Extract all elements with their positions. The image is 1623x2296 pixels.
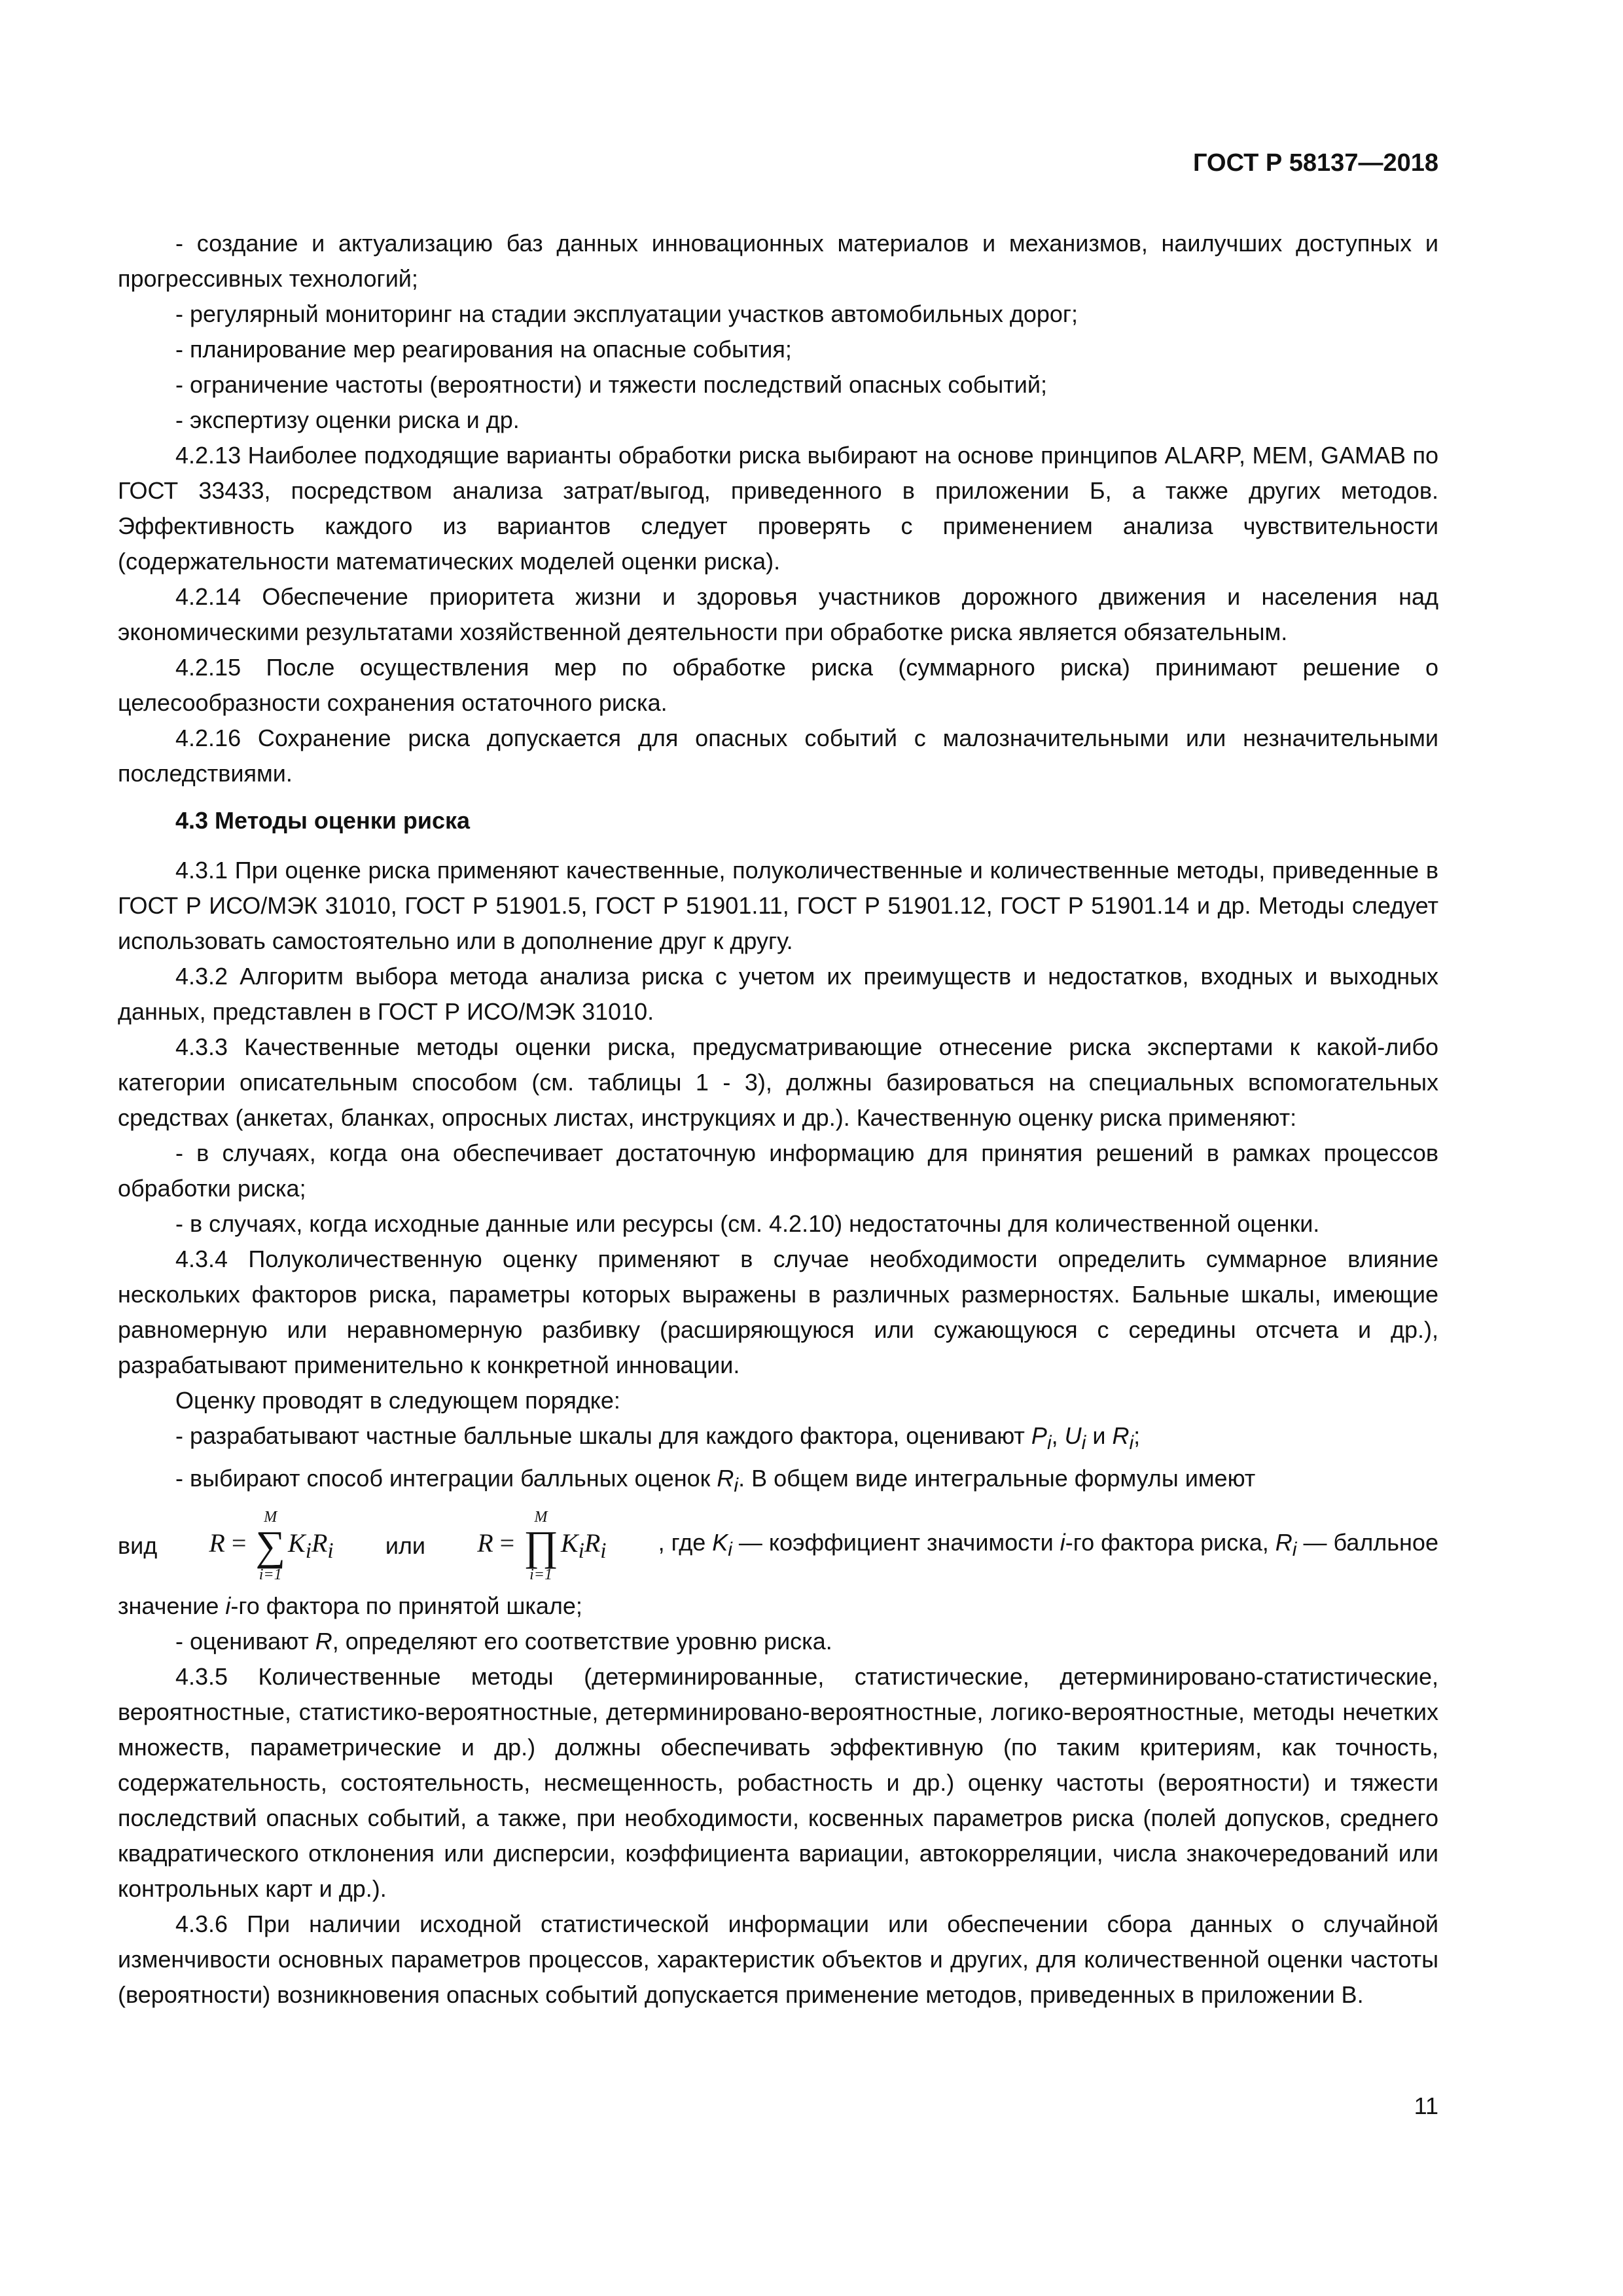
subscript-i: i bbox=[1292, 1538, 1297, 1560]
step-text: , определяют его соответствие уровню риска. bbox=[332, 1628, 832, 1655]
subscript-i: i bbox=[578, 1539, 584, 1564]
paragraph-4-3-2: 4.3.2 Алгоритм выбора метода анализа риска с учетом их преимуществ и недостатков, входных и выходных данных, представлен в ГОСТ Р ИСО/МЭК 31010. bbox=[118, 963, 1438, 1025]
symbol-p: P bbox=[1031, 1422, 1047, 1449]
sum-formula bbox=[209, 1508, 333, 1584]
conjunction: и bbox=[1092, 1422, 1106, 1449]
product-operator bbox=[524, 1508, 558, 1584]
equals-sign: = bbox=[231, 1528, 247, 1558]
list-item: - создание и актуализацию баз данных инновационных материалов и механизмов, наилучших доступных и прогрессивных технологий; bbox=[118, 230, 1438, 292]
subscript-i: i bbox=[327, 1539, 334, 1564]
symbol-i: i bbox=[1060, 1528, 1065, 1556]
list-item bbox=[118, 1418, 1438, 1461]
subscript-i: i bbox=[1046, 1432, 1052, 1454]
equals-sign: = bbox=[499, 1528, 515, 1558]
formula-description bbox=[658, 1525, 1438, 1568]
formula-desc: — коэффициент значимости bbox=[732, 1528, 1060, 1556]
product-icon: ∏ bbox=[524, 1522, 558, 1570]
list-item: - экспертизу оценки риска и др. bbox=[175, 406, 520, 433]
section-heading: 4.3 Методы оценки риска bbox=[175, 807, 471, 834]
subscript-i: i bbox=[1081, 1432, 1086, 1454]
product-formula bbox=[477, 1508, 606, 1584]
symbol-k: K bbox=[288, 1528, 306, 1558]
symbol-r: R bbox=[311, 1528, 328, 1558]
symbol-r: R bbox=[1275, 1528, 1293, 1556]
symbol-k: K bbox=[560, 1528, 579, 1558]
upper-limit: M bbox=[534, 1509, 548, 1526]
list-item: - в случаях, когда она обеспечивает достаточную информацию для принятия решений в рамках процессов обработки риска; bbox=[118, 1139, 1438, 1202]
formula-desc: — балльное bbox=[1296, 1528, 1438, 1556]
list-item bbox=[118, 1461, 1438, 1503]
symbol-k: K bbox=[712, 1528, 728, 1556]
formula-desc: значение bbox=[118, 1592, 226, 1620]
formula-desc: -го фактора риска, bbox=[1065, 1528, 1275, 1556]
list-item: - в случаях, когда исходные данные или ресурсы (см. 4.2.10) недостаточны для количественной оценки. bbox=[175, 1210, 1320, 1237]
subscript-i: i bbox=[1129, 1432, 1134, 1454]
paragraph-4-2-14: 4.2.14 Обеспечение приоритета жизни и здоровья участников дорожного движения и населения над экономическими результатами хозяйственной деятельности при обработке риска является обязательным. bbox=[118, 583, 1438, 645]
paragraph-4-2-16: 4.2.16 Сохранение риска допускается для опасных событий с малозначительными или незначительными последствиями. bbox=[118, 725, 1438, 787]
paragraph-4-2-15: 4.2.15 После осуществления мер по обработке риска (суммарного риска) принимают решение о целесообразности сохранения остаточного риска. bbox=[118, 654, 1438, 716]
symbol-r: R bbox=[209, 1528, 225, 1558]
paragraph-4-3-6: 4.3.6 При наличии исходной статистической информации или обеспечении сбора данных о случайной изменчивости основных параметров процессов, характеристик объектов и других, для количественной оценки частоты (вероятности) возникновения опасных событий допускается применение методов, приведенных в приложении В. bbox=[118, 1910, 1438, 2009]
list-item bbox=[118, 1624, 1438, 1659]
subscript-i: i bbox=[734, 1475, 739, 1497]
subscript-i: i bbox=[305, 1539, 312, 1564]
sum-icon: ∑ bbox=[255, 1522, 286, 1570]
formula-continuation bbox=[118, 1588, 1438, 1624]
list-item: - ограничение частоты (вероятности) и тяжести последствий опасных событий; bbox=[175, 371, 1047, 398]
formula-connector: или bbox=[385, 1532, 426, 1560]
symbol-i: i bbox=[225, 1592, 231, 1620]
symbol-r: R bbox=[584, 1528, 601, 1558]
procedure-intro: Оценку проводят в следующем порядке: bbox=[175, 1387, 620, 1414]
formula-label: вид bbox=[118, 1532, 158, 1560]
symbol-r: R bbox=[717, 1465, 734, 1492]
symbol-r: R bbox=[315, 1628, 332, 1655]
step-text: - выбирают способ интеграции балльных оценок bbox=[175, 1465, 717, 1492]
formula-where: , где bbox=[658, 1528, 706, 1556]
lower-limit: i=1 bbox=[259, 1566, 282, 1584]
paragraph-4-3-5: 4.3.5 Количественные методы (детерминированные, статистические, детерминировано-статистические, вероятностные, статистико-вероятностные, детерминировано-вероятностные, логико-вероятностные, методы нечетких множеств, параметрические и др.) должны обеспечивать эффективную (по таким критериям, как точность, содержательность, состоятельность, несмещенность, робастность и др.) оценку частоты (вероятности) и тяжести последствий опасных событий, а также, при необходимости, косвенных параметров риска (полей допусков, среднего квадратического отклонения или дисперсии, коэффициента вариации, автокорреляции, числа знакочередований или контрольных карт и др.). bbox=[118, 1663, 1438, 1903]
paragraph-4-3-3: 4.3.3 Качественные методы оценки риска, предусматривающие отнесение риска экспертами к какой-либо категории описательным способом (см. таблицы 1 - 3), должны базироваться на специальных вспомогательных средствах (анкетах, бланках, опросных листах, инструкциях и др.). Качественную оценку риска применяют: bbox=[118, 1033, 1438, 1131]
page-number: 11 bbox=[1414, 2092, 1438, 2119]
upper-limit: M bbox=[264, 1509, 277, 1526]
list-item: - регулярный мониторинг на стадии эксплуатации участков автомобильных дорог; bbox=[175, 300, 1079, 327]
lower-limit: i=1 bbox=[529, 1566, 552, 1584]
document-header: ГОСТ Р 58137—2018 bbox=[1193, 149, 1438, 177]
paragraph-4-2-13: 4.2.13 Наиболее подходящие варианты обработки риска выбирают на основе принципов ALARP, MEM, GAMAB по ГОСТ 33433, посредством анализа затрат/выгод, приведенного в приложении Б, а также других методов. Эффективность каждого из вариантов следует проверять с применением анализа чувствительности (содержательности математических моделей оценки риска). bbox=[118, 442, 1438, 575]
document-body bbox=[118, 226, 1438, 2013]
subscript-i: i bbox=[600, 1539, 607, 1564]
separator: ; bbox=[1133, 1422, 1141, 1449]
sum-operator bbox=[255, 1508, 285, 1584]
step-text: - оценивают bbox=[175, 1628, 315, 1655]
paragraph-4-3-1: 4.3.1 При оценке риска применяют качественные, полуколичественные и количественные методы, приведенные в ГОСТ Р ИСО/МЭК 31010, ГОСТ Р 51901.5, ГОСТ Р 51901.11, ГОСТ Р 51901.12, ГОСТ Р 51901.14 и др. Методы следует использовать самостоятельно или в дополнение друг к другу. bbox=[118, 857, 1438, 954]
symbol-r: R bbox=[477, 1528, 493, 1558]
list-item: - планирование мер реагирования на опасные события; bbox=[175, 336, 792, 363]
formula-desc: -го фактора по принятой шкале; bbox=[230, 1592, 582, 1620]
separator: , bbox=[1051, 1422, 1058, 1449]
symbol-r: R bbox=[1112, 1422, 1130, 1449]
subscript-i: i bbox=[728, 1538, 732, 1560]
formula-line bbox=[118, 1497, 1438, 1595]
step-text: . В общем виде интегральные формулы имеют bbox=[738, 1465, 1256, 1492]
symbol-u: U bbox=[1064, 1422, 1082, 1449]
step-text: - разрабатывают частные балльные шкалы для каждого фактора, оценивают bbox=[175, 1422, 1031, 1449]
paragraph-4-3-4: 4.3.4 Полуколичественную оценку применяют в случае необходимости определить суммарное влияние нескольких факторов риска, параметры которых выражены в различных размерностях. Бальные шкалы, имеющие равномерную или неравномерную разбивку (расширяющуюся или сужающуюся с середины отсчета и др.), разрабатывают применительно к конкретной инновации. bbox=[118, 1246, 1438, 1378]
